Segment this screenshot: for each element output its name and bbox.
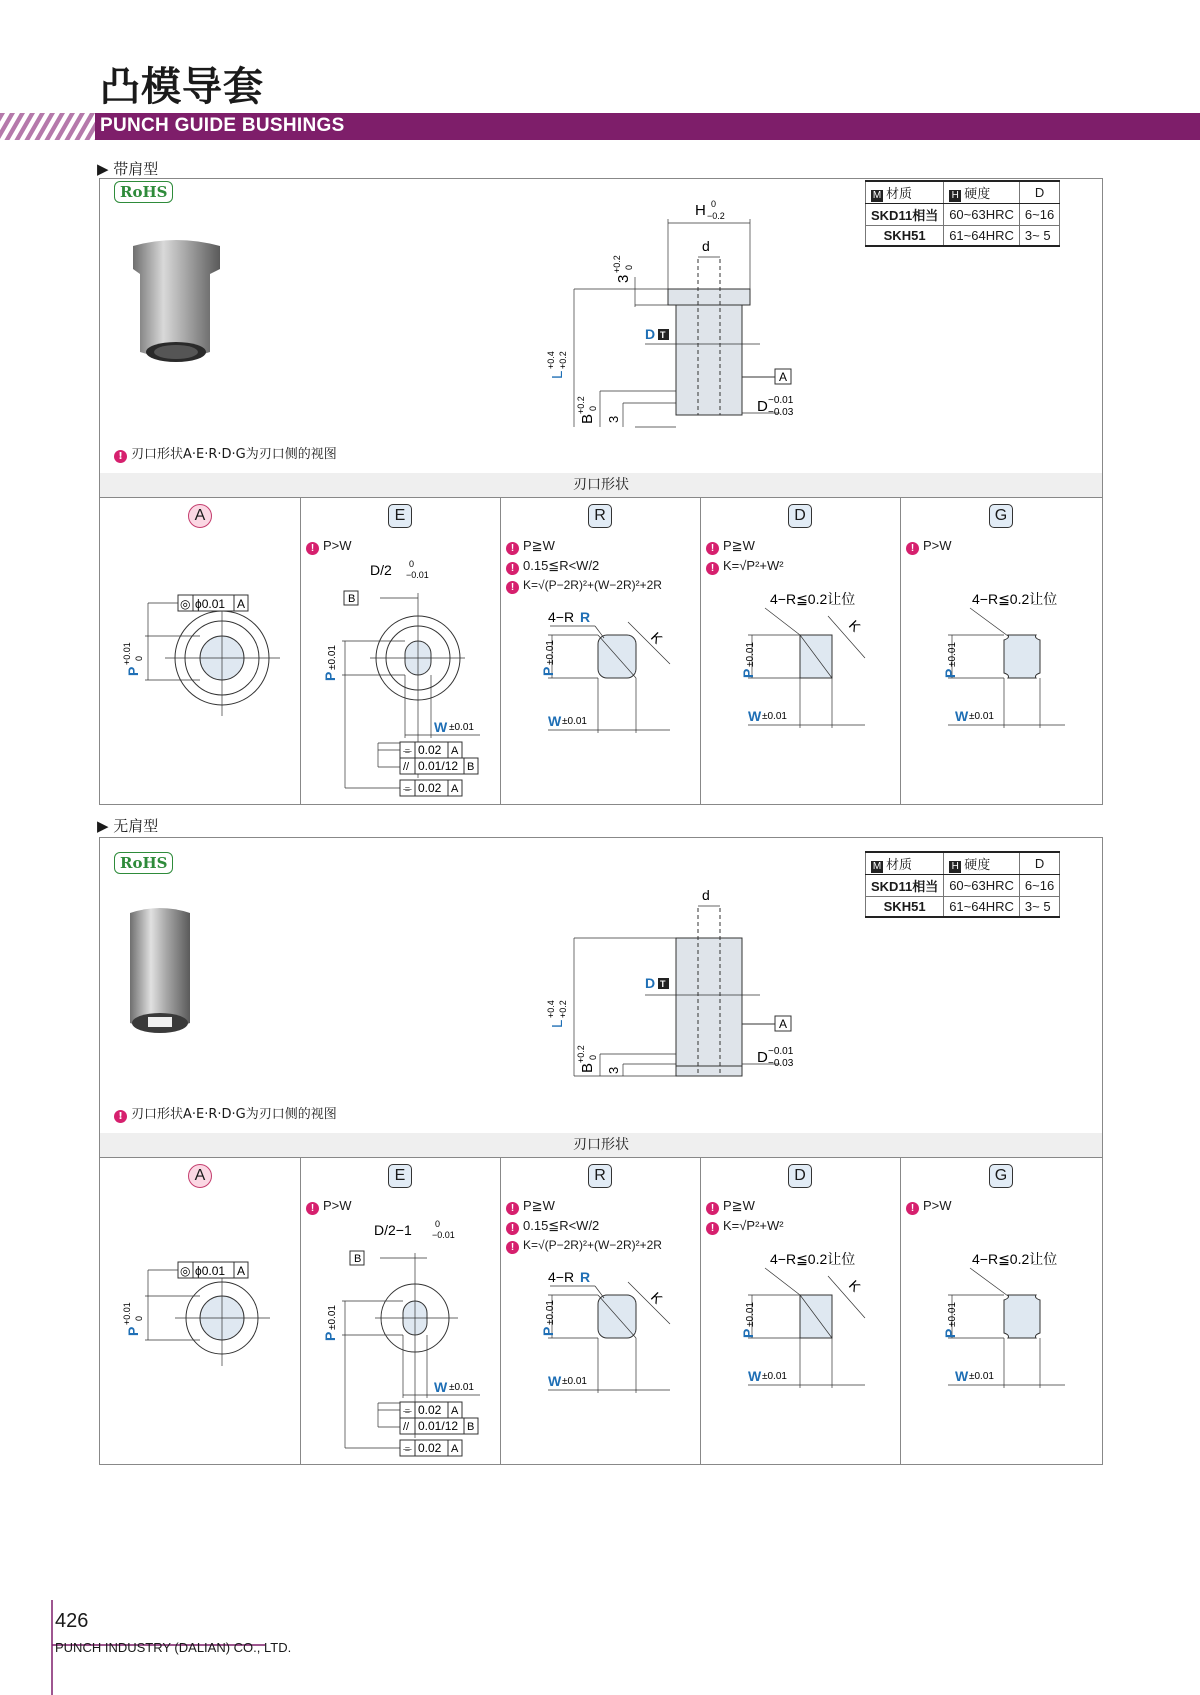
- dim-3: 3: [615, 274, 632, 283]
- svg-text:B: B: [354, 1253, 362, 1265]
- page-number: 426: [55, 1610, 89, 1632]
- shape-condition: ! K=√P²+W²: [706, 1218, 784, 1235]
- svg-text:P: P: [125, 666, 141, 676]
- svg-text:W: W: [434, 719, 448, 735]
- shape-letter: E: [388, 504, 412, 528]
- d-range-cell: 3~ 5: [1019, 226, 1059, 247]
- svg-text:W: W: [434, 1379, 448, 1395]
- shapes-table-straight: [99, 1133, 1103, 1465]
- svg-text:4−R: 4−R: [548, 609, 575, 625]
- d-range-cell: 6~16: [1019, 875, 1059, 897]
- shape-letter: A: [188, 1164, 212, 1188]
- shape-drawing-G: [900, 578, 1100, 798]
- shape-letter: G: [989, 504, 1013, 528]
- shape-condition: ! K=√(P−2R)²+(W−2R)²+2R: [506, 1238, 662, 1254]
- svg-text:K: K: [647, 628, 666, 647]
- dim-B: B: [579, 413, 596, 424]
- hardness-cell: 60~63HRC: [944, 875, 1020, 897]
- dim-d: d: [702, 887, 710, 903]
- svg-text:+0.2: +0.2: [558, 351, 568, 369]
- svg-text:+0.2: +0.2: [576, 1045, 586, 1063]
- shape-cell-A: [100, 498, 301, 804]
- product-photo-shouldered: [128, 234, 238, 369]
- svg-text:0: 0: [409, 559, 415, 569]
- svg-text:3: 3: [606, 1066, 621, 1074]
- svg-text:±0.01: ±0.01: [762, 1371, 787, 1382]
- d-header: D: [1019, 181, 1059, 204]
- shape-letter: R: [588, 1164, 612, 1188]
- shape-condition: ! P>W: [306, 538, 352, 555]
- shape-drawing-A: [100, 1198, 300, 1458]
- dimension-drawing-straight: [430, 838, 810, 1078]
- shape-drawing-E: [300, 553, 500, 803]
- svg-text:A: A: [451, 783, 459, 795]
- hardness-cell: 60~63HRC: [944, 204, 1020, 226]
- rohs-badge: RoHS: [114, 852, 173, 874]
- svg-text:P: P: [942, 1328, 958, 1338]
- svg-text:4−R≦0.2让位: 4−R≦0.2让位: [972, 591, 1058, 607]
- shape-drawing-D: [700, 1238, 900, 1458]
- svg-text:+0.2: +0.2: [576, 396, 586, 414]
- shape-drawing-R: [500, 1258, 700, 1458]
- shape-letter: D: [788, 1164, 812, 1188]
- material-cell: SKH51: [866, 226, 944, 247]
- svg-text:+0.01: +0.01: [122, 642, 132, 665]
- shape-cell-G: [900, 498, 1102, 804]
- svg-text:W: W: [955, 708, 969, 724]
- dim-D: D: [645, 975, 656, 991]
- svg-text:⌯: ⌯: [403, 745, 412, 757]
- svg-text:±0.01: ±0.01: [947, 642, 958, 667]
- svg-text:⌯: ⌯: [403, 1405, 412, 1417]
- svg-text:+0.2: +0.2: [558, 1000, 568, 1018]
- svg-text://: //: [403, 761, 410, 773]
- svg-text:0.02: 0.02: [418, 1403, 442, 1417]
- product-panel-shouldered: [99, 178, 1103, 475]
- svg-text:0: 0: [435, 1219, 441, 1229]
- svg-text:0.01/12: 0.01/12: [418, 759, 459, 773]
- svg-text:A: A: [451, 1405, 459, 1417]
- datum-A: A: [779, 370, 788, 384]
- svg-text:±0.01: ±0.01: [449, 722, 474, 733]
- svg-text:W: W: [548, 713, 562, 729]
- svg-text:ϕ0.01: ϕ0.01: [195, 597, 226, 611]
- svg-text:W: W: [748, 708, 762, 724]
- dim-D-tol: D: [757, 1049, 768, 1066]
- svg-text:A: A: [237, 597, 246, 611]
- svg-text:+0.01: +0.01: [122, 1302, 132, 1325]
- svg-text:±0.01: ±0.01: [745, 1302, 756, 1327]
- svg-text:4−R≦0.2让位: 4−R≦0.2让位: [972, 1251, 1058, 1267]
- svg-text:+0.4: +0.4: [546, 351, 556, 369]
- shape-condition: ! P≧W: [706, 538, 755, 555]
- svg-text:±0.01: ±0.01: [969, 1371, 994, 1382]
- shape-cell-R: [500, 498, 701, 804]
- dim-L: L: [549, 370, 566, 379]
- shape-condition: ! P>W: [306, 1198, 352, 1215]
- shape-condition: ! P≧W: [506, 538, 555, 555]
- note-straight: ! 刃口形状A·E·R·D·G为刃口侧的视图: [114, 1103, 337, 1123]
- svg-text:B: B: [348, 593, 356, 605]
- svg-text:P: P: [322, 671, 338, 681]
- shape-drawing-A: [100, 538, 300, 798]
- material-icon: M: [872, 861, 882, 872]
- svg-text:±0.01: ±0.01: [969, 711, 994, 722]
- svg-text:+0.4: +0.4: [546, 1000, 556, 1018]
- svg-text:B: B: [467, 1421, 475, 1433]
- material-table: [865, 180, 1060, 247]
- svg-text:0.02: 0.02: [418, 781, 442, 795]
- svg-text:K: K: [845, 616, 864, 635]
- svg-text:−0.2: −0.2: [707, 211, 725, 221]
- dim-L: L: [549, 1019, 566, 1028]
- svg-text:−0.01: −0.01: [406, 570, 429, 580]
- svg-text:◎: ◎: [180, 1264, 191, 1278]
- shape-condition: ! K=√P²+W²: [706, 558, 784, 575]
- svg-text:±0.01: ±0.01: [327, 645, 338, 670]
- svg-text:R: R: [580, 609, 591, 625]
- svg-text:+0.2: +0.2: [612, 255, 622, 273]
- svg-text:P: P: [540, 666, 556, 676]
- svg-text:P: P: [322, 1331, 338, 1341]
- svg-text:W: W: [955, 1368, 969, 1384]
- dim-H: H: [695, 202, 706, 219]
- svg-text:0.02: 0.02: [418, 1441, 442, 1455]
- shape-cell-D: [700, 1158, 901, 1464]
- shapes-table-shouldered: [99, 473, 1103, 805]
- material-icon: M: [872, 190, 882, 201]
- material-cell: SKD11相当: [866, 204, 944, 226]
- svg-text:R: R: [580, 1269, 591, 1285]
- svg-text:P: P: [740, 1328, 756, 1338]
- d-range-cell: 3~ 5: [1019, 897, 1059, 918]
- section-label-shouldered: ▶ 带肩型: [97, 160, 159, 178]
- svg-text:P: P: [942, 668, 958, 678]
- svg-text:T: T: [660, 330, 666, 340]
- svg-text:0.01/12: 0.01/12: [418, 1419, 459, 1433]
- svg-text:A: A: [237, 1264, 246, 1278]
- svg-text:−0.03: −0.03: [768, 407, 794, 418]
- dim-d: d: [702, 238, 710, 254]
- svg-text:⌯: ⌯: [403, 1443, 412, 1455]
- svg-text:K: K: [845, 1276, 864, 1295]
- shape-cell-E: [300, 1158, 501, 1464]
- d-range-cell: 6~16: [1019, 204, 1059, 226]
- svg-text:B: B: [467, 761, 475, 773]
- material-header: M 材质: [866, 852, 944, 875]
- svg-text:W: W: [748, 1368, 762, 1384]
- svg-text:−0.03: −0.03: [768, 1058, 794, 1069]
- svg-text:±0.01: ±0.01: [545, 1300, 556, 1325]
- shape-cell-A: [100, 1158, 301, 1464]
- hardness-header: H 硬度: [944, 181, 1020, 204]
- shape-condition: ! 0.15≦R<W/2: [506, 1218, 599, 1235]
- shape-condition: ! P≧W: [506, 1198, 555, 1215]
- svg-text:0: 0: [134, 655, 144, 661]
- svg-text:P: P: [740, 668, 756, 678]
- shape-condition: ! 0.15≦R<W/2: [506, 558, 599, 575]
- shapes-title: 刃口形状: [100, 1133, 1102, 1158]
- material-cell: SKH51: [866, 897, 944, 918]
- svg-text:±0.01: ±0.01: [327, 1305, 338, 1330]
- hardness-cell: 61~64HRC: [944, 897, 1020, 918]
- svg-text:T: T: [660, 979, 666, 989]
- hardness-icon: H: [949, 190, 961, 202]
- svg-text:±0.01: ±0.01: [562, 1376, 587, 1387]
- svg-text:0: 0: [588, 405, 598, 411]
- svg-text:±0.01: ±0.01: [449, 1382, 474, 1393]
- svg-text:0: 0: [624, 264, 634, 270]
- svg-text:◎: ◎: [180, 597, 191, 611]
- material-table: [865, 851, 1060, 918]
- svg-text:K: K: [647, 1288, 666, 1307]
- shape-drawing-G: [900, 1238, 1100, 1458]
- shape-condition: ! P>W: [906, 538, 952, 555]
- warning-icon: !: [114, 1110, 127, 1123]
- svg-text:±0.01: ±0.01: [745, 642, 756, 667]
- svg-text:3: 3: [606, 415, 621, 423]
- svg-text:−0.01: −0.01: [768, 395, 794, 406]
- svg-text:W: W: [548, 1373, 562, 1389]
- shape-cell-G: [900, 1158, 1102, 1464]
- svg-text:−0.01: −0.01: [432, 1230, 455, 1240]
- material-cell: SKD11相当: [866, 875, 944, 897]
- shape-drawing-E: [300, 1213, 500, 1463]
- svg-text:−0.01: −0.01: [768, 1046, 794, 1057]
- svg-text:A: A: [451, 1443, 459, 1455]
- shape-condition: ! P≧W: [706, 1198, 755, 1215]
- shape-cell-E: [300, 498, 501, 804]
- shape-cell-R: [500, 1158, 701, 1464]
- page-title: 凸模导套: [100, 64, 264, 110]
- dim-D-tol: D: [757, 398, 768, 415]
- svg-text:0: 0: [134, 1315, 144, 1321]
- hardness-header: H 硬度: [944, 852, 1020, 875]
- datum-A: A: [779, 1017, 788, 1031]
- material-header: M 材质: [866, 181, 944, 204]
- svg-text:D/2: D/2: [370, 562, 392, 578]
- svg-text:±0.01: ±0.01: [762, 711, 787, 722]
- svg-text:±0.01: ±0.01: [562, 716, 587, 727]
- shape-letter: A: [188, 504, 212, 528]
- svg-text:⌯: ⌯: [403, 783, 412, 795]
- svg-text:ϕ0.01: ϕ0.01: [195, 1264, 226, 1278]
- svg-text:0: 0: [711, 199, 717, 209]
- svg-text:A: A: [451, 745, 459, 757]
- dim-B: B: [579, 1062, 596, 1073]
- shape-cell-D: [700, 498, 901, 804]
- dim-D: D: [645, 326, 656, 342]
- shape-letter: G: [989, 1164, 1013, 1188]
- svg-text:4−R≦0.2让位: 4−R≦0.2让位: [770, 1251, 856, 1267]
- d-header: D: [1019, 852, 1059, 875]
- dimension-drawing-shouldered: [430, 179, 810, 439]
- product-panel-straight: [99, 837, 1103, 1135]
- hardness-icon: H: [949, 861, 961, 873]
- shape-drawing-R: [500, 598, 700, 798]
- shape-letter: R: [588, 504, 612, 528]
- svg-text://: //: [403, 1421, 410, 1433]
- svg-text:4−R: 4−R: [548, 1269, 575, 1285]
- shape-letter: D: [788, 504, 812, 528]
- shape-letter: E: [388, 1164, 412, 1188]
- warning-icon: !: [114, 450, 127, 463]
- svg-text:P: P: [125, 1326, 141, 1336]
- svg-text:4−R≦0.2让位: 4−R≦0.2让位: [770, 591, 856, 607]
- svg-text:0.02: 0.02: [418, 743, 442, 757]
- section-label-straight: ▶ 无肩型: [97, 817, 159, 835]
- rohs-badge: RoHS: [114, 181, 173, 203]
- product-photo-straight: [128, 903, 238, 1038]
- svg-text:±0.01: ±0.01: [545, 640, 556, 665]
- page-subtitle: PUNCH GUIDE BUSHINGS: [100, 115, 345, 136]
- hardness-cell: 61~64HRC: [944, 226, 1020, 247]
- shape-condition: ! K=√(P−2R)²+(W−2R)²+2R: [506, 578, 662, 594]
- note-shouldered: ! 刃口形状A·E·R·D·G为刃口侧的视图: [114, 443, 337, 463]
- svg-text:0: 0: [588, 1054, 598, 1060]
- shapes-title: 刃口形状: [100, 473, 1102, 498]
- svg-text:P: P: [540, 1326, 556, 1336]
- svg-text:±0.01: ±0.01: [947, 1302, 958, 1327]
- svg-text:D/2−1: D/2−1: [374, 1222, 412, 1238]
- shape-drawing-D: [700, 578, 900, 798]
- company-name: PUNCH INDUSTRY (DALIAN) CO., LTD.: [55, 1640, 292, 1655]
- shape-condition: ! P>W: [906, 1198, 952, 1215]
